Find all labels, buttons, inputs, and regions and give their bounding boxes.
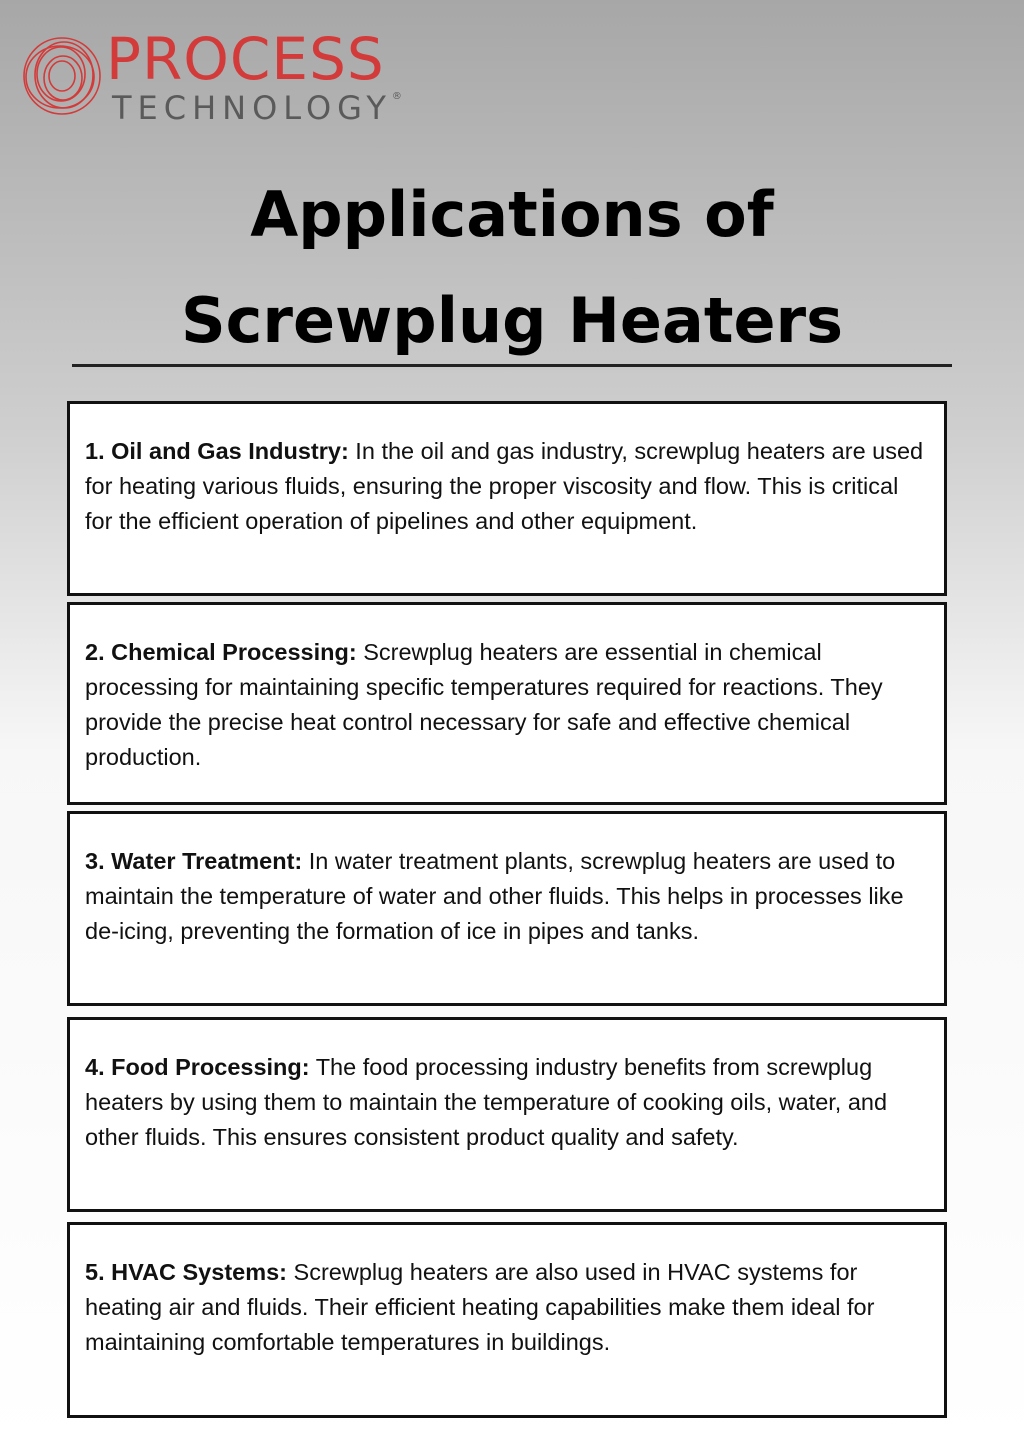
title-divider bbox=[72, 364, 952, 367]
logo-wordmark: PROCESS bbox=[106, 25, 385, 93]
application-heading: 2. Chemical Processing: bbox=[85, 639, 357, 665]
title-line-2: Screwplug Heaters bbox=[181, 284, 843, 357]
application-text bbox=[85, 635, 930, 775]
application-card-food bbox=[67, 1017, 947, 1212]
application-card-water bbox=[67, 811, 947, 1006]
application-description: The food processing industry benefits from screwplug heaters by using them to maintain the temperature of cooking oils, water, and other fluids. This ensures consistent product quality and safety. bbox=[85, 1054, 888, 1150]
application-card-oil-gas bbox=[67, 401, 947, 596]
application-heading: 3. Water Treatment: bbox=[85, 848, 303, 874]
logo-tagline-text: TECHNOLOGY bbox=[112, 89, 392, 127]
application-description: Screwplug heaters are essential in chemical processing for maintaining specific temperatures required for reactions. They provide the precise heat control necessary for safe and effective chemical production. bbox=[85, 639, 883, 770]
page-title bbox=[0, 162, 1024, 374]
application-heading: 4. Food Processing: bbox=[85, 1054, 310, 1080]
application-heading: 5. HVAC Systems: bbox=[85, 1259, 287, 1285]
company-logo bbox=[20, 25, 440, 130]
registered-mark: ® bbox=[391, 91, 402, 102]
application-text bbox=[85, 1255, 930, 1360]
application-card-chemical bbox=[67, 602, 947, 805]
logo-tagline bbox=[112, 89, 402, 127]
application-text bbox=[85, 844, 930, 949]
title-line-1: Applications of bbox=[250, 178, 774, 251]
application-description: In the oil and gas industry, screwplug heaters are used for heating various fluids, ensuring the proper viscosity and flow. This is critical for the efficient operation of pipelines and other equipment. bbox=[85, 438, 924, 534]
application-description: Screwplug heaters are also used in HVAC systems for heating air and fluids. Their efficient heating capabilities make them ideal for maintaining comfortable temperatures in buildings. bbox=[85, 1259, 875, 1355]
application-description: In water treatment plants, screwplug heaters are used to maintain the temperature of water and other fluids. This helps in processes like de-icing, preventing the formation of ice in pipes and tanks. bbox=[85, 848, 904, 944]
application-text bbox=[85, 1050, 930, 1155]
application-text bbox=[85, 434, 930, 539]
application-card-hvac bbox=[67, 1222, 947, 1418]
concentric-circles-logo-icon bbox=[20, 34, 104, 118]
application-heading: 1. Oil and Gas Industry: bbox=[85, 438, 349, 464]
